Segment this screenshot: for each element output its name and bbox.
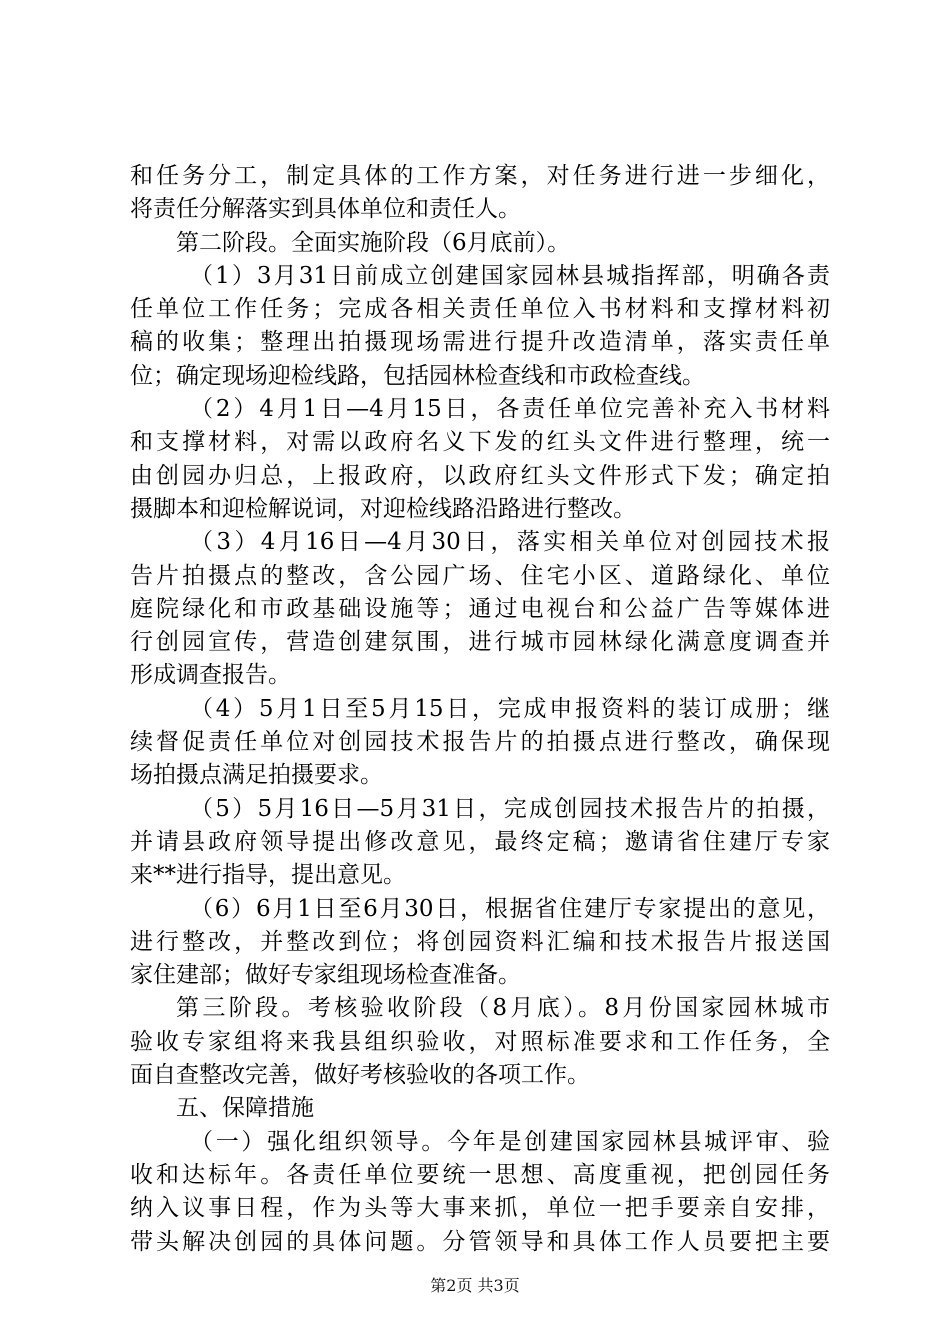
- text-line: 庭院绿化和市政基础设施等；通过电视台和公益广告等媒体进: [130, 595, 830, 622]
- text-line: 由创园办归总，上报政府，以政府红头文件形式下发；确定拍: [130, 462, 830, 489]
- text-line: （2）4月1日—4月15日，各责任单位完善补充入书材料: [190, 396, 830, 423]
- text-line: 验收专家组将来我县组织验收，对照标准要求和工作任务，全: [130, 1028, 830, 1055]
- text-line: 位；确定现场迎检线路，包括园林检查线和市政检查线。: [130, 362, 705, 389]
- text-line: 场拍摄点满足拍摄要求。: [130, 762, 383, 789]
- text-line: 并请县政府领导提出修改意见，最终定稿；邀请省住建厅专家: [130, 828, 830, 855]
- text-line: 面自查整改完善，做好考核验收的各项工作。: [130, 1062, 590, 1089]
- text-line: 五、保障措施: [176, 1095, 314, 1122]
- text-line: 摄脚本和迎检解说词，对迎检线路沿路进行整改。: [130, 495, 636, 522]
- text-line: （4）5月1日至5月15日，完成申报资料的装订成册；继: [190, 695, 830, 722]
- text-line: 第三阶段。考核验收阶段（8月底）。8月份国家园林城市: [176, 995, 830, 1022]
- text-line: （5）5月16日—5月31日，完成创园技术报告片的拍摄，: [190, 795, 830, 822]
- text-line: 收和达标年。各责任单位要统一思想、高度重视，把创园任务: [130, 1161, 830, 1188]
- text-line: 进行整改，并整改到位；将创园资料汇编和技术报告片报送国: [130, 928, 830, 955]
- text-line: 纳入议事日程，作为头等大事来抓，单位一把手要亲自安排，: [130, 1195, 830, 1222]
- document-body: [130, 160, 830, 1259]
- text-line: （1）3月31日前成立创建国家园林县城指挥部，明确各责: [190, 262, 830, 289]
- text-line: 家住建部；做好专家组现场检查准备。: [130, 962, 521, 989]
- text-line: 行创园宣传，营造创建氛围，进行城市园林绿化满意度调查并: [130, 629, 830, 656]
- text-line: 告片拍摄点的整改，含公园广场、住宅小区、道路绿化、单位: [130, 562, 830, 589]
- text-line: 带头解决创园的具体问题。分管领导和具体工作人员要把主要: [130, 1228, 830, 1255]
- text-line: （一）强化组织领导。今年是创建国家园林县城评审、验: [190, 1128, 830, 1155]
- text-line: （6）6月1日至6月30日，根据省住建厅专家提出的意见，: [190, 895, 830, 922]
- text-line: 和任务分工，制定具体的工作方案，对任务进行进一步细化，: [130, 163, 830, 189]
- text-line: 稿的收集；整理出拍摄现场需进行提升改造清单，落实责任单: [130, 329, 830, 356]
- text-line: 来**进行指导，提出意见。: [130, 862, 406, 889]
- page-number-footer: 第2页 共3页: [430, 1276, 520, 1295]
- text-line: 续督促责任单位对创园技术报告片的拍摄点进行整改，确保现: [130, 729, 830, 756]
- text-line: 形成调查报告。: [130, 662, 291, 689]
- text-line: 任单位工作任务；完成各相关责任单位入书材料和支撑材料初: [130, 296, 830, 323]
- text-line: 第二阶段。全面实施阶段（6月底前）。: [176, 229, 571, 256]
- text-line: 和支撑材料，对需以政府名义下发的红头文件进行整理，统一: [130, 429, 830, 456]
- text-line: 将责任分解落实到具体单位和责任人。: [130, 196, 521, 223]
- text-line: （3）4月16日—4月30日，落实相关单位对创园技术报: [190, 529, 830, 556]
